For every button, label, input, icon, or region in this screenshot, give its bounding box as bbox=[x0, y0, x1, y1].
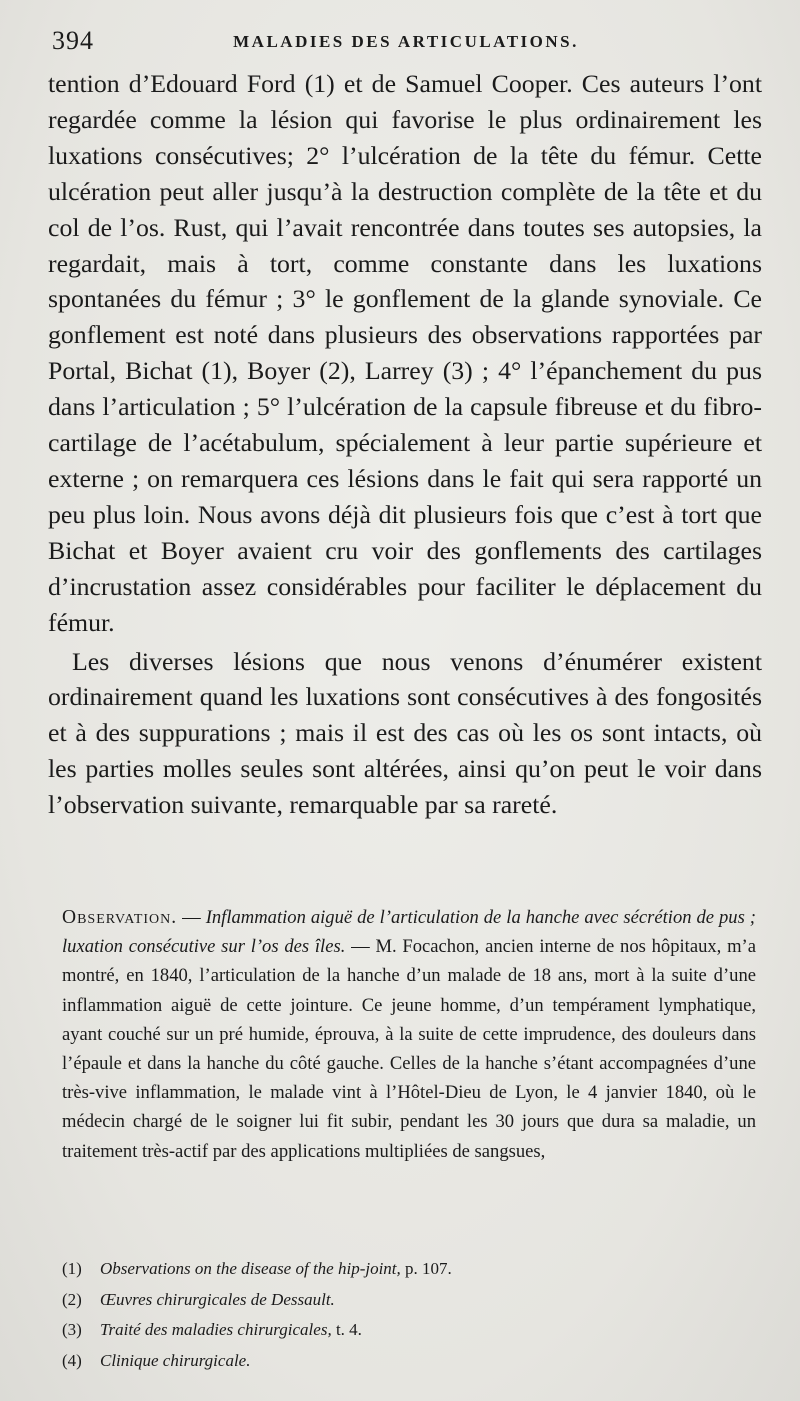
running-title: MALADIES DES ARTICULATIONS. bbox=[233, 32, 579, 51]
footnotes bbox=[62, 1254, 756, 1376]
page-header bbox=[52, 26, 760, 62]
footnote-title: Traité des maladies chirurgicales, bbox=[100, 1320, 332, 1339]
footnote-title: Observations on the disease of the hip-joint, bbox=[100, 1259, 401, 1278]
footnote-number: (2) bbox=[62, 1289, 82, 1309]
footnote bbox=[62, 1346, 756, 1377]
footnote bbox=[62, 1254, 756, 1285]
page-number: 394 bbox=[52, 26, 94, 55]
footnote-ref: p. 107. bbox=[400, 1259, 452, 1278]
observation-paragraph bbox=[62, 903, 756, 1166]
main-paragraph-2: Les diverses lésions que nous venons d’énumérer existent ordinairement quand les luxations sont consécutives à des fongosités et à des suppurations ; mais il est des cas où les os sont intacts, où les parties molles seules sont altérées, ainsi qu’on peut le voir dans l’observation suivante, remarquable par sa rareté. bbox=[48, 646, 762, 820]
footnote-title: Clinique chirurgicale. bbox=[100, 1350, 251, 1370]
observation-label: Observation. bbox=[62, 907, 178, 928]
footnote-title: Œuvres chirurgicales de Dessault. bbox=[100, 1289, 335, 1309]
observation-dash: — bbox=[177, 907, 206, 928]
observation-title: Inflammation aiguë de l’articulation de la hanche avec sécrétion de pus ; luxation consécutive sur l’os des îles. bbox=[62, 907, 757, 958]
footnote bbox=[62, 1315, 756, 1346]
footnote-number: (3) bbox=[62, 1320, 82, 1339]
main-text bbox=[48, 66, 762, 823]
footnote-ref: t. 4. bbox=[331, 1320, 362, 1339]
main-paragraph-1: tention d’Edouard Ford (1) et de Samuel Cooper. Ces auteurs l’ont regardée comme la lésion qui favorise le plus ordinairement les luxations consécutives; 2° l’ulcération de la tête du fémur. Cette ulcération peut aller jusqu’à la destruction complète de la tête et du col de l’os. Rust, qui l’avait rencontrée dans toutes ses autopsies, la regardait, mais à tort, comme constante dans les luxations spontanées du fémur ; 3° le gonflement de la glande synoviale. Ce gonflement est noté dans plusieurs des observations rapportées par Portal, Bichat (1), Boyer (2), Larrey (3) ; 4° l’épanchement du pus dans l’articulation ; 5° l’ulcération de la capsule fibreuse et du fibro-cartilage de l’acétabulum, spécialement à leur partie supérieure et externe ; on remarquera ces lésions dans le fait qui sera rapporté un peu plus loin. Nous avons déjà dit plusieurs fois que c’est à tort que Bichat et Boyer avaient cru voir des gonflements des cartilages d’incrustation assez considérables pour faciliter le déplacement du fémur. bbox=[48, 69, 762, 637]
observation-block bbox=[62, 903, 756, 1166]
footnote bbox=[62, 1285, 756, 1316]
footnote-number: (1) bbox=[62, 1259, 82, 1278]
footnote-number: (4) bbox=[62, 1350, 82, 1370]
observation-body: — M. Focachon, ancien interne de nos hôpitaux, m’a montré, en 1840, l’articulation de la hanche d’un malade de 18 ans, mort à la suite d’une inflammation aiguë de cette jointure. Ce jeune homme, d’un tempérament lymphatique, ayant couché sur un pré humide, éprouva, à la suite de cette imprudence, des douleurs dans l’épaule et dans la hanche du côté gauche. Celles de la hanche s’étant accompagnées d’une très-vive inflammation, le malade vint à l’Hôtel-Dieu de Lyon, le 4 janvier 1840, où le médecin chargé de le soigner lui fit subir, pendant les 30 jours que dura sa maladie, un traitement très-actif par des applications multipliées de sangsues, bbox=[62, 936, 756, 1162]
